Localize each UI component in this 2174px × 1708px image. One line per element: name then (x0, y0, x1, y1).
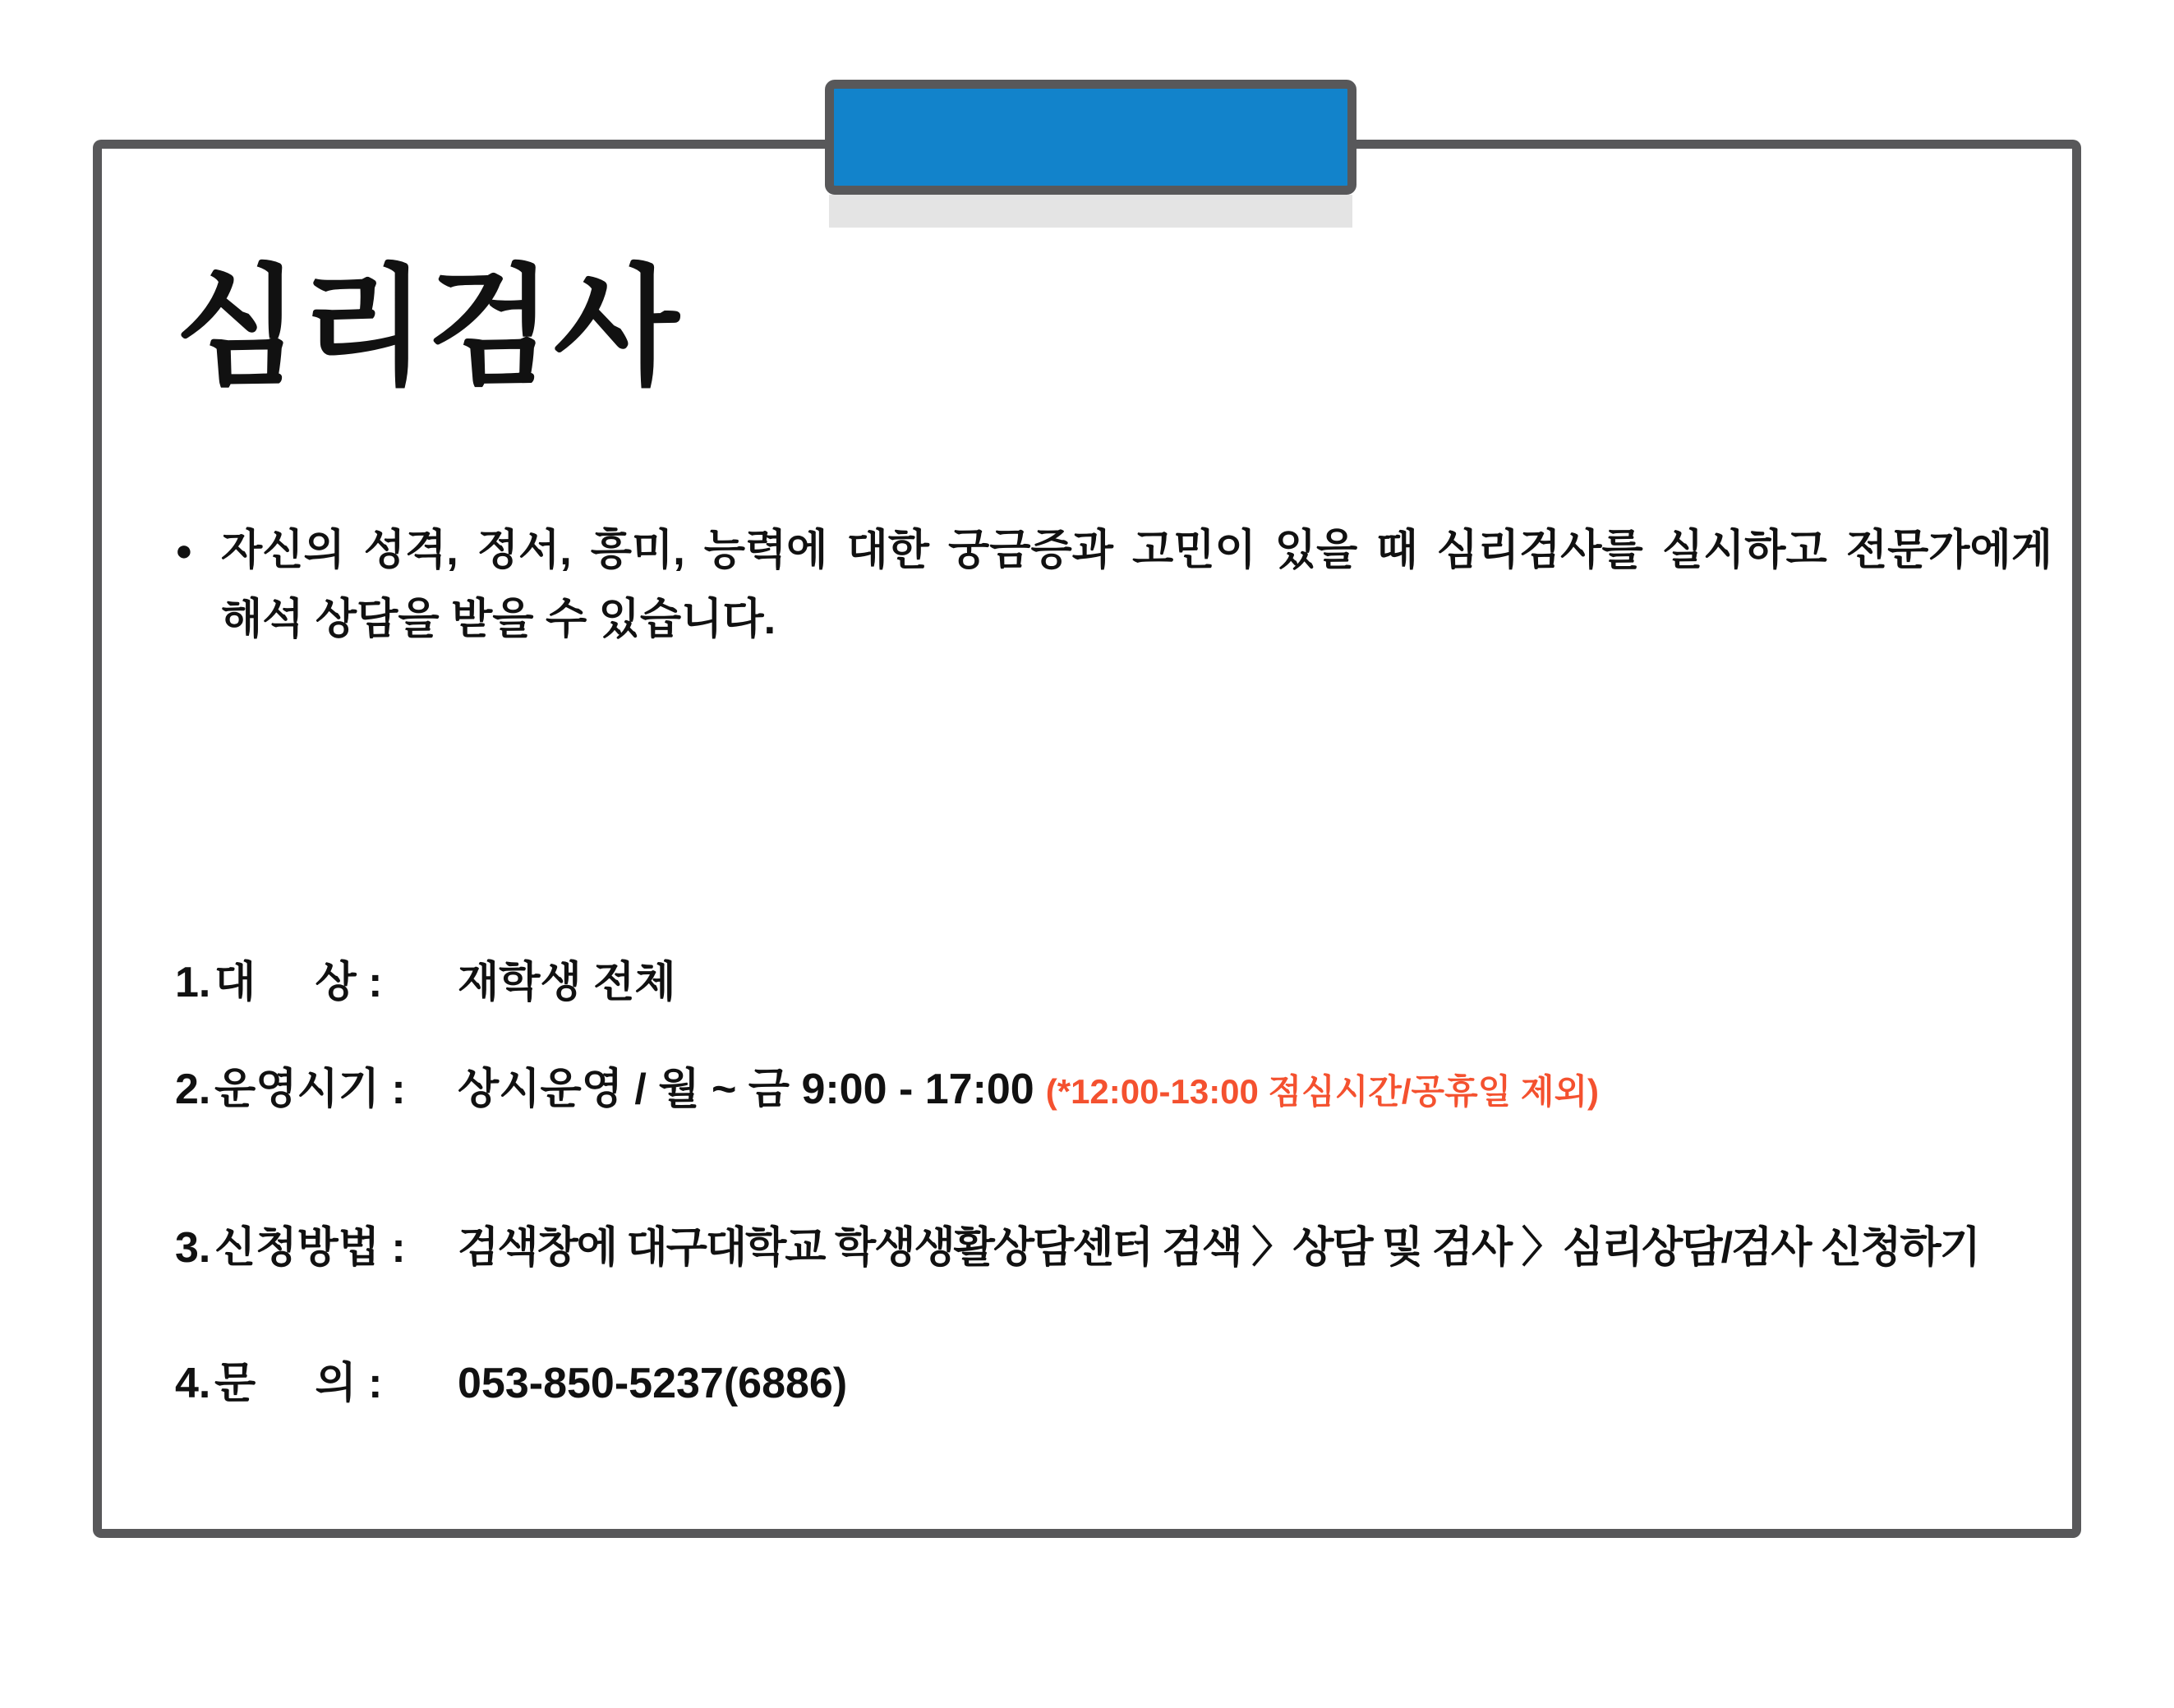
intro-text (221, 516, 2052, 654)
item-value: 재학생 전체 (458, 959, 676, 1006)
intro-line-2: 해석 상담을 받을 수 있습니다. (221, 596, 776, 643)
item-number: 1. (175, 959, 211, 1006)
item-value: 053-850-5237(6886) (458, 1360, 848, 1407)
item-number: 3. (175, 1224, 211, 1272)
header-tab (825, 80, 1356, 195)
item-label: 신청방법 : (214, 1224, 406, 1272)
item-number: 4. (175, 1360, 211, 1407)
list-item-how-to-apply (175, 1218, 1991, 1278)
intro-paragraph (175, 516, 2052, 654)
list-item-schedule (175, 1060, 1599, 1121)
intro-line-1: 자신의 성격, 정서, 흥미, 능력에 대한 궁금증과 고민이 있을 때 심리검사를 실시하고 전문가에게 (221, 527, 2052, 574)
tab-shadow (829, 195, 1352, 228)
list-item-target (175, 953, 688, 1012)
item-label: 대 상 : (214, 959, 383, 1006)
item-label: 문 의 : (214, 1360, 383, 1407)
page-title: 심리검사 (175, 256, 680, 400)
item-note-red: (*12:00-13:00 점심시간/공휴일 제외) (1045, 1072, 1600, 1111)
item-number: 2. (175, 1066, 211, 1113)
item-value: 상시운영 / 월 ~ 금 9:00 - 17:00 (458, 1066, 1034, 1113)
bullet-marker: ● (175, 533, 193, 567)
item-label: 운영시기 : (214, 1066, 406, 1113)
item-value: 검색창에 대구대학교 학생생활상담센터 검색 〉상담 및 검사 〉심리상담/검사 신청하기 (458, 1224, 1979, 1272)
list-item-contact (175, 1354, 859, 1413)
